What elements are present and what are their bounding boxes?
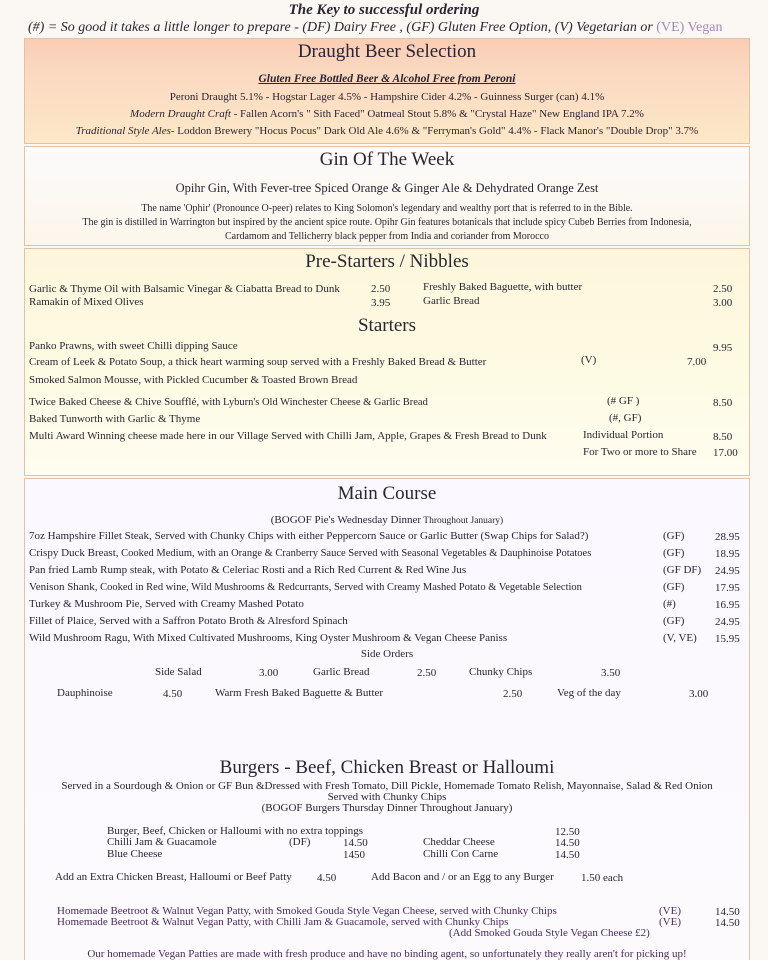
main-bogof xyxy=(25,514,749,526)
burger-price: 12.50 xyxy=(555,826,580,838)
gin-desc-2: The gin is distilled in Warrington but inspired by the ancient spice route. Opihr Gin features botanicals that include spicy Cubeb Berries from Indonesia, xyxy=(82,217,692,228)
starter-price: 7.00 xyxy=(687,356,707,368)
main-desc: Cooked in Red wine, Wild Mushrooms & Redcurrants, Served with Creamy Mashed Potato & Vegetable Selection xyxy=(97,582,582,593)
starter-item xyxy=(29,340,238,352)
main-price: 18.95 xyxy=(715,548,740,560)
main-name: 7oz Hampshire Fillet Steak, xyxy=(29,530,152,542)
vegan-tag: (VE) xyxy=(659,916,681,928)
main-price: 15.95 xyxy=(715,633,740,645)
side-price: 3.00 xyxy=(689,688,709,700)
starter-price: 8.50 xyxy=(713,397,733,409)
main-name: Venison Shank, xyxy=(29,581,98,593)
main-title: Main Course xyxy=(337,483,437,504)
starter-tag: Individual Portion xyxy=(583,429,664,441)
burger-item: Burger, Beef, Chicken or Halloumi with no extra toppings xyxy=(107,825,363,837)
side-item: Veg of the day xyxy=(557,687,621,699)
starter-desc: with Pickled Cucumber & Toasted Brown Bread xyxy=(141,374,358,386)
main-item xyxy=(29,530,588,542)
starter-price: 8.50 xyxy=(713,431,733,443)
main-price: 28.95 xyxy=(715,531,740,543)
starter-name: Cream of Leek & Potato Soup, xyxy=(29,356,166,368)
side-price: 2.50 xyxy=(417,667,437,679)
starter-item xyxy=(29,374,357,386)
beer-line-1: Peroni Draught 5.1% - Hogstar Lager 4.5% - Hampshire Cider 4.2% - Guinness Surger (can) 4.1% xyxy=(169,91,605,103)
main-tag: (V, VE) xyxy=(663,632,697,644)
vegan-footer: Our homemade Vegan Patties are made with fresh produce and have no binding agent, so unfortunately they really aren't for picking up! xyxy=(87,948,687,960)
main-name: Turkey & Mushroom Pie, xyxy=(29,598,143,610)
main-desc: with Potato & Celeriac Rosti and a Rich Red Current & Red Wine Jus xyxy=(155,564,467,576)
prestarter-item: Garlic Bread xyxy=(423,295,480,307)
side-price: 2.50 xyxy=(503,688,523,700)
burger-price: 14.50 xyxy=(555,849,580,861)
main-bogof-small: Throughout January) xyxy=(421,516,504,526)
starter-price: 9.95 xyxy=(713,342,733,354)
burgers-title: Burgers - Beef, Chicken Breast or Halloumi xyxy=(219,757,555,778)
main-item xyxy=(29,632,507,644)
side-item: Garlic Bread xyxy=(313,666,370,678)
side-orders-title: Side Orders xyxy=(360,648,414,660)
main-section xyxy=(24,478,750,960)
key-line xyxy=(28,20,723,36)
main-tag: (GF DF) xyxy=(663,564,702,576)
beer-line-3-label: Traditional Style Ales xyxy=(75,125,171,137)
prestarter-price: 2.50 xyxy=(713,283,733,295)
vegan-burger-name: Homemade Beetroot & Walnut Vegan Patty, xyxy=(57,916,252,928)
starter-item xyxy=(29,430,547,442)
gin-subtitle: Opihr Gin, With Fever-tree Spiced Orange & Ginger Ale & Dehydrated Orange Zest xyxy=(175,181,599,195)
starter-item xyxy=(29,396,428,408)
burger-extra-1-price: 4.50 xyxy=(317,872,337,884)
gin-desc-1: The name 'Ophir' (Pronounce O-peer) relates to King Solomon's legendary and wealthy port that is referred to in the Bible. xyxy=(141,203,633,214)
starter-name: Twice Baked Cheese & Chive Soufflé, xyxy=(29,396,200,408)
main-tag: (GF) xyxy=(663,547,685,559)
burger-price: 14.50 xyxy=(555,837,580,849)
starter-desc: with sweet Chilli dipping Sauce xyxy=(94,340,238,352)
beer-line-2-text: - Fallen Acorn's " Sith Faced" Oatmeal Stout 5.8% & "Crystal Haze" New England IPA 7.2% xyxy=(230,108,644,120)
beer-title: Draught Beer Selection xyxy=(297,41,477,62)
main-item xyxy=(29,547,591,559)
prestarter-item: Ramakin of Mixed Olives xyxy=(29,296,144,308)
burger-price: 14.50 xyxy=(343,837,368,849)
beer-line-3-text: - Loddon Brewery "Hocus Pocus" Dark Old Ale 4.6% & "Ferryman's Gold" 4.4% - Flack Manor's "Double Drop" 3.7% xyxy=(170,125,699,137)
starter-item: Baked Tunworth with Garlic & Thyme xyxy=(29,413,201,425)
key-line-main: (#) = So good it takes a little longer to prepare - (DF) Dairy Free , (GF) Gluten Free Option, (V) Vegetarian or xyxy=(28,20,657,35)
main-price: 24.95 xyxy=(715,565,740,577)
starter-item xyxy=(29,356,486,368)
burgers-desc-1: Served in a Sourdough & Onion or GF Bun &Dressed with Fresh Tomato, Dill Pickle, Homemade Tomato Relish, Mayonnaise, Salad & Red Onion xyxy=(61,780,713,792)
main-tag: (GF) xyxy=(663,615,685,627)
beer-line-2-label: Modern Draught Craft xyxy=(130,108,231,120)
main-bogof-text: (BOGOF Pie's Wednesday Dinner xyxy=(270,514,422,526)
main-name: Fillet of Plaice, xyxy=(29,615,97,627)
prestarter-price: 2.50 xyxy=(371,283,391,295)
burger-item: Chilli Jam & Guacamole xyxy=(107,836,217,848)
burger-item: Chilli Con Carne xyxy=(423,848,499,860)
main-item xyxy=(29,615,348,627)
main-tag: (#) xyxy=(663,598,676,610)
starter-desc: with Lyburn's Old Winchester Cheese & Garlic Bread xyxy=(199,397,428,408)
vegan-burger-desc: with Chilli Jam & Guacamole, served with Chunky Chips xyxy=(251,916,509,928)
burgers-desc-2: Served with Chunky Chips xyxy=(327,791,447,803)
starter-desc: a thick heart warming soup served with a Freshly Baked Bread & Butter xyxy=(165,356,487,368)
side-item: Chunky Chips xyxy=(469,666,533,678)
prestarters-title: Pre-Starters / Nibbles xyxy=(305,251,469,272)
starter-tag: (V) xyxy=(581,354,597,366)
main-item xyxy=(29,564,466,576)
beer-line-2 xyxy=(25,108,749,120)
burger-extra-1: Add an Extra Chicken Breast, Halloumi or Beef Patty xyxy=(55,871,292,883)
main-desc: With Mixed Cultivated Mushrooms, King Oyster Mushroom & Vegan Cheese Paniss xyxy=(130,632,508,644)
vegan-burger-2 xyxy=(57,916,508,928)
starter-name: Multi Award Winning cheese made here in our Village xyxy=(29,430,269,442)
beer-subtitle: Gluten Free Bottled Beer & Alcohol Free from Peroni xyxy=(258,73,516,85)
starter-share-label: For Two or more to Share xyxy=(583,446,697,458)
beer-section xyxy=(24,38,750,144)
main-item xyxy=(29,581,582,593)
main-name: Crispy Duck Breast, xyxy=(29,547,119,559)
side-price: 3.00 xyxy=(259,667,279,679)
main-desc: Served with Creamy Mashed Potato xyxy=(142,598,304,610)
starter-name: Panko Prawns, xyxy=(29,340,95,352)
main-desc: Served with a Saffron Potato Broth & Alresford Spinach xyxy=(96,615,348,627)
vegan-burger-name: Homemade Beetroot & Walnut Vegan Patty, xyxy=(57,905,252,917)
vegan-tag: (VE) xyxy=(659,905,681,917)
gin-desc-3: Cardamom and Tellicherry black pepper from India and coriander from Morocco xyxy=(225,231,549,242)
side-price: 4.50 xyxy=(163,688,183,700)
main-tag: (GF) xyxy=(663,581,685,593)
starter-tag: (#, GF) xyxy=(609,412,642,424)
starters-title: Starters xyxy=(357,315,417,336)
burger-price: 1450 xyxy=(343,849,365,861)
key-line-vegan: (VE) Vegan xyxy=(656,20,723,35)
burger-item: Cheddar Cheese xyxy=(423,836,495,848)
burger-extra-2: Add Bacon and / or an Egg to any Burger xyxy=(371,871,554,883)
prestarter-item: Freshly Baked Baguette, with butter xyxy=(423,281,583,293)
vegan-price: 14.50 xyxy=(715,917,740,929)
main-desc: Cooked Medium, with an Orange & Cranberry Sauce Served with Seasonal Vegetables & Dauphinoise Potatoes xyxy=(118,548,592,559)
beer-line-3 xyxy=(25,125,749,137)
side-item: Dauphinoise xyxy=(57,687,113,699)
starter-tag: (# GF ) xyxy=(607,395,640,407)
vegan-burger-desc: with Smoked Gouda Style Vegan Cheese, served with Chunky Chips xyxy=(251,905,557,917)
burger-tag: (DF) xyxy=(289,836,311,848)
main-item xyxy=(29,598,304,610)
vegan-price: 14.50 xyxy=(715,906,740,918)
key-title: The Key to successful ordering xyxy=(288,2,480,18)
side-item: Warm Fresh Baked Baguette & Butter xyxy=(215,687,384,699)
starters-section xyxy=(24,248,750,476)
main-price: 24.95 xyxy=(715,616,740,628)
side-item: Side Salad xyxy=(155,666,202,678)
starter-share-price: 17.00 xyxy=(713,447,738,459)
main-tag: (GF) xyxy=(663,530,685,542)
gin-title: Gin Of The Week xyxy=(319,149,455,170)
starter-desc: Served with Chilli Jam, Apple, Grapes & Fresh Bread to Dunk xyxy=(268,430,547,442)
burgers-desc-3: (BOGOF Burgers Thursday Dinner Throughout January) xyxy=(261,802,513,814)
prestarter-item: Garlic & Thyme Oil with Balsamic Vinegar & Ciabatta Bread to Dunk xyxy=(29,283,340,295)
main-name: Wild Mushroom Ragu, xyxy=(29,632,131,644)
prestarter-price: 3.95 xyxy=(371,297,391,309)
prestarter-price: 3.00 xyxy=(713,297,733,309)
gin-section xyxy=(24,146,750,246)
main-price: 17.95 xyxy=(715,582,740,594)
side-price: 3.50 xyxy=(601,667,621,679)
main-name: Pan fried Lamb Rump steak, xyxy=(29,564,156,576)
starter-name: Smoked Salmon Mousse, xyxy=(29,374,142,386)
burger-extra-2-price: 1.50 each xyxy=(581,872,624,884)
main-price: 16.95 xyxy=(715,599,740,611)
burger-item: Blue Cheese xyxy=(107,848,163,860)
main-desc: Served with Chunky Chips with either Peppercorn Sauce or Garlic Butter (Swap Chips for Salad?) xyxy=(151,530,589,542)
vegan-add-cheese: (Add Smoked Gouda Style Vegan Cheese £2) xyxy=(449,927,650,939)
